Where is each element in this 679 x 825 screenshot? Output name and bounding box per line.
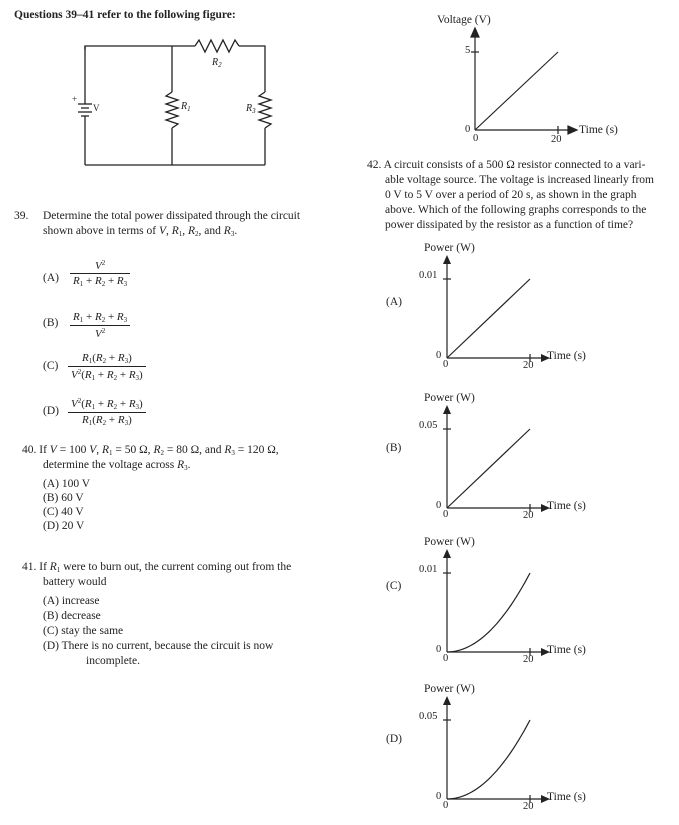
- power-graph-3-label: (D): [386, 733, 402, 745]
- power-graph-1-label: (B): [386, 442, 402, 454]
- r2-letter: R: [212, 57, 219, 68]
- q41-choice-d-cont: incomplete.: [86, 655, 140, 667]
- r2-label: [212, 57, 222, 69]
- power-graph-2-curve: [447, 573, 530, 652]
- q39-c-num: $R_1(R_2 + R_3)$: [81, 352, 132, 365]
- battery-plus-label: +: [72, 94, 78, 104]
- power-graph-0-xtick: 20: [523, 360, 534, 371]
- power-graph-3-y-arrow: [443, 696, 451, 705]
- q40-choice-b: (B) 60 V: [43, 492, 84, 504]
- voltage-graph-ytick: 5: [465, 45, 471, 56]
- q41-choice-c: (C) stay the same: [43, 625, 124, 637]
- q39-d-den: $R_1(R_2 + R_3)$: [68, 412, 146, 427]
- q39-choice-d-frac: [68, 397, 146, 427]
- power-graph-1-ytick: 0.05: [419, 420, 438, 431]
- r3-sub: 3: [252, 107, 256, 115]
- power-graph-2-y-arrow: [443, 549, 451, 558]
- q40-choice-c: (C) 40 V: [43, 506, 84, 518]
- q39-choice-c-label: (C): [43, 360, 59, 372]
- q39-choice-b-label: (B): [43, 317, 59, 329]
- voltage-graph-ylabel: Voltage (V): [437, 14, 491, 26]
- power-graph-1-xtick: 20: [523, 510, 534, 521]
- q42-line5: power dissipated by the resistor as a function of time?: [385, 219, 634, 231]
- battery-v-label: V: [93, 103, 100, 113]
- power-graph-0-curve: [447, 279, 530, 358]
- power-graph-2-ytick: 0.01: [419, 564, 438, 575]
- q39-d-num: $V^2(R_1 + R_2 + R_3)$: [71, 397, 143, 411]
- q41-line2: battery would: [43, 576, 107, 588]
- power-graph-0-origin-y: 0: [436, 350, 442, 361]
- power-graph-3-origin-x: 0: [443, 800, 449, 811]
- power-graph-3-curve: [447, 720, 530, 799]
- power-graph-0-label: (A): [386, 296, 402, 308]
- r1-sub: 1: [187, 105, 191, 113]
- power-graph-2-xlabel: Time (s): [547, 644, 586, 656]
- power-graph-3-ytick: 0.05: [419, 711, 438, 722]
- power-graph-1-y-arrow: [443, 405, 451, 414]
- power-graph-2-label: (C): [386, 580, 402, 592]
- header-title-text: Questions 39–41 refer to the following figure:: [14, 9, 236, 21]
- power-graph-0-y-arrow: [443, 255, 451, 264]
- q41-choice-a: (A) increase: [43, 595, 100, 607]
- q41-choice-d: (D) There is no current, because the circuit is now: [43, 640, 274, 652]
- q39-a-den: $R_1 + R_2 + R_3$: [70, 273, 130, 288]
- q39-choice-d-label: (D): [43, 405, 59, 417]
- voltage-graph-origin-y: 0: [465, 124, 471, 135]
- q39-b-den: $V^2$: [70, 325, 130, 340]
- power-graph-0-ylabel: Power (W): [424, 242, 475, 254]
- q40-line1: 40. If V = 100 V, $R_1 = 50$ Ω, $R_2 = 80$ Ω, and $R_3 = 120$ Ω,: [22, 444, 279, 457]
- power-graph-3-xtick: 20: [523, 801, 534, 812]
- q41-choice-b: (B) decrease: [43, 610, 101, 622]
- q42-line2: able voltage source. The voltage is increased linearly from: [385, 174, 654, 186]
- r2-sub: 2: [218, 61, 222, 69]
- power-graph-1-xlabel: Time (s): [547, 500, 586, 512]
- q40-line2: determine the voltage across $R_3$.: [43, 459, 191, 472]
- q41-line1: 41. If $R_1$ were to burn out, the current coming out from the: [22, 561, 292, 574]
- r1-label: [181, 101, 191, 113]
- q39-line2: shown above in terms of V, $R_1$, $R_2$, and $R_3$.: [43, 225, 238, 238]
- power-graph-0-ytick: 0.01: [419, 270, 438, 281]
- voltage-graph-xlabel: Time (s): [579, 124, 618, 136]
- q39-b-num: $R_1 + R_2 + R_3$: [73, 311, 128, 324]
- power-graph-2-xtick: 20: [523, 654, 534, 665]
- q39-number: 39.: [14, 210, 29, 222]
- r1-letter: R: [181, 101, 188, 112]
- q40-choice-a: (A) 100 V: [43, 478, 91, 490]
- q42-line1: 42. A circuit consists of a 500 Ω resistor connected to a vari-: [367, 159, 646, 171]
- q39-a-num: $V^2$: [94, 259, 106, 272]
- q39-choice-a-frac: [70, 259, 130, 288]
- q39-choice-a-label: (A): [43, 272, 59, 284]
- voltage-graph: [455, 25, 655, 145]
- voltage-graph-xtick: 20: [551, 134, 562, 145]
- voltage-graph-origin-x: 0: [473, 133, 479, 144]
- power-graph-2-ylabel: Power (W): [424, 536, 475, 548]
- q42-line3: 0 V to 5 V over a period of 20 s, as shown in the graph: [385, 189, 637, 201]
- q40-choice-d: (D) 20 V: [43, 520, 85, 532]
- q39-line1: Determine the total power dissipated through the circuit: [43, 210, 301, 222]
- power-graph-3-ylabel: Power (W): [424, 683, 475, 695]
- q39-choice-c-frac: [68, 352, 146, 382]
- power-graph-0-origin-x: 0: [443, 359, 449, 370]
- power-graph-1-ylabel: Power (W): [424, 392, 475, 404]
- q39-choice-b-frac: [70, 311, 130, 340]
- q39-c-den: $V^2(R_1 + R_2 + R_3)$: [68, 366, 146, 382]
- power-graph-2-origin-x: 0: [443, 653, 449, 664]
- power-graph-3-origin-y: 0: [436, 791, 442, 802]
- r3-label: [246, 103, 256, 115]
- q42-line4: above. Which of the following graphs corresponds to the: [385, 204, 647, 216]
- power-graph-2-origin-y: 0: [436, 644, 442, 655]
- power-graph-0-xlabel: Time (s): [547, 350, 586, 362]
- power-graph-1-origin-y: 0: [436, 500, 442, 511]
- power-graph-1-origin-x: 0: [443, 509, 449, 520]
- power-graph-3-xlabel: Time (s): [547, 791, 586, 803]
- r3-letter: R: [246, 103, 253, 114]
- power-graph-1-curve: [447, 429, 530, 508]
